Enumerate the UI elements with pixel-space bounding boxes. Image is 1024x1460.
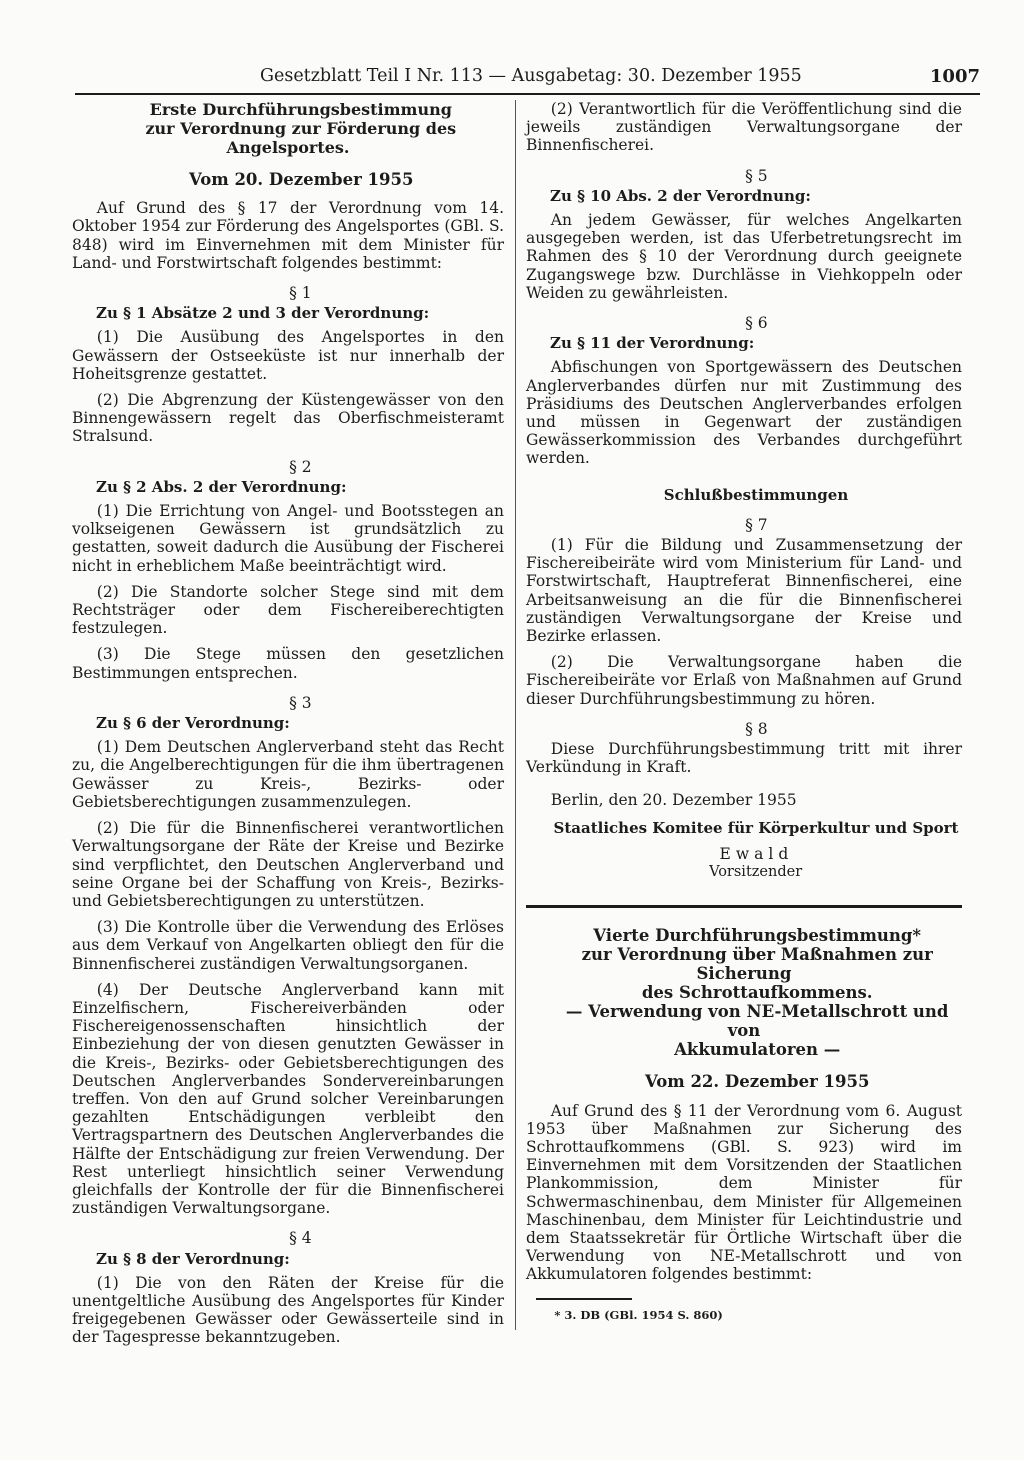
section-separator-rule xyxy=(526,905,962,908)
section-3-heading: Zu § 6 der Verordnung: xyxy=(96,714,290,733)
section-3-para-1: (1) Dem Deutschen Anglerverband steht das Recht zu, die Angelberechtigungen für die ihm übertragenen Gewässer zu Kreis-, Bezirks- oder Gebietsberechtigungen zusammenzulegen. xyxy=(72,738,504,811)
header-text: Gesetzblatt Teil I Nr. 113 — Ausgabetag: 30. Dezember 1955 xyxy=(260,66,802,86)
section-1-para-2: (2) Die Abgrenzung der Küstengewässer von den Binnengewässern regelt das Oberfischmeisteramt Stralsund. xyxy=(72,391,504,446)
section-2-number: § 2 xyxy=(289,457,312,476)
section-6-number: § 6 xyxy=(745,314,768,333)
regulation-title-line1: Erste Durchführungsbestimmung xyxy=(149,100,452,119)
section-3-number: § 3 xyxy=(289,693,312,712)
regulation-title-line2: zur Verordnung zur Förderung des Angelsportes. xyxy=(145,119,457,157)
second-regulation-title-line2: zur Verordnung über Maßnahmen zur Sicherung xyxy=(581,945,933,984)
second-regulation-date: Vom 22. Dezember 1955 xyxy=(644,1072,870,1092)
section-4-para-1: (1) Die von den Räten der Kreise für die unentgeltliche Ausübung des Angelsportes für Kinder freigegebenen Gewässer oder Gewässerteile sind in der Tagespresse bekanntzugeben. xyxy=(72,1273,504,1347)
section-7-para-2: (2) Die Verwaltungsorgane haben die Fischereibeiräte vor Erlaß von Maßnahmen auf Grund dieser Durchführungsbestimmung zu hören. xyxy=(526,653,962,708)
section-8-number: § 8 xyxy=(745,719,768,738)
running-header xyxy=(75,66,980,92)
right-column xyxy=(526,100,962,1324)
second-regulation-preamble: Auf Grund des § 11 der Verordnung vom 6. August 1953 über Maßnahmen zur Sicherung des Schrottaufkommens (GBl. S. 923) wird im Einvernehmen mit dem Vorsitzenden der Staatlichen Plankommission, dem Minister für Schwermaschinenbau, dem Minister für Allgemeinen Maschinenbau, dem Minister für Leichtindustrie und dem Staatssekretär für Örtliche Wirtschaft über die Verwendung von NE-Metallschrott und von Akkumulatoren folgendes bestimmt: xyxy=(526,1101,962,1284)
section-4-number: § 4 xyxy=(289,1229,312,1248)
section-2-para-2: (2) Die Standorte solcher Stege sind mit dem Rechtsträger oder dem Fischereiberechtigten festzulegen. xyxy=(72,582,504,638)
section-3-para-2: (2) Die für die Binnenfischerei verantwortlichen Verwaltungsorgane der Räte der Kreise und Bezirke sind verpflichtet, den Deutschen Anglerverband und seine Organe bei der Schaffung von Kreis-, Bezirks- und Gebietsberechtigungen zu unterstützen. xyxy=(72,819,504,910)
footnote: * 3. DB (GBl. 1954 S. 860) xyxy=(554,1307,723,1322)
second-regulation-title-line1: Vierte Durchführungsbestimmung* xyxy=(593,926,922,946)
signature-place-date: Berlin, den 20. Dezember 1955 xyxy=(550,790,797,809)
section-5-para-1: An jedem Gewässer, für welches Angelkarten ausgegeben werden, ist das Uferbetretungsrecht im Rahmen des § 10 der Verordnung durch geeignete Zugangswege bzw. Durchlässe in Viehkoppeln oder Weiden zu gewährleisten. xyxy=(526,211,962,302)
column-divider xyxy=(515,100,516,1330)
signature-organization: Staatliches Komitee für Körperkultur und Sport xyxy=(553,818,959,837)
second-regulation-subtitle-line2: Akkumulatoren — xyxy=(674,1040,841,1060)
section-1-number: § 1 xyxy=(289,284,312,303)
section-1-heading: Zu § 1 Absätze 2 und 3 der Verordnung: xyxy=(96,304,430,323)
section-6-para-1: Abfischungen von Sportgewässern des Deutschen Anglerverbandes dürfen nur mit Zustimmung des Präsidiums des Deutschen Anglerverbandes erfolgen und müssen in Gegenwart der zuständigen Gewässerkommission des Verbandes durchgeführt werden. xyxy=(526,358,962,468)
left-column xyxy=(72,100,504,1355)
section-5-number: § 5 xyxy=(745,166,768,185)
final-provisions-heading: Schlußbestimmungen xyxy=(663,485,849,504)
section-1-para-1: (1) Die Ausübung des Angelsportes in den Gewässern der Ostseeküste ist nur innerhalb der Hoheitsgrenze gestattet. xyxy=(72,328,504,383)
regulation-date: Vom 20. Dezember 1955 xyxy=(188,170,414,189)
section-8-para-1: Diese Durchführungsbestimmung tritt mit ihrer Verkündung in Kraft. xyxy=(526,740,962,777)
page-number: 1007 xyxy=(929,66,980,87)
signatory-name: Ewald xyxy=(719,844,794,863)
section-4-heading: Zu § 8 der Verordnung: xyxy=(96,1249,290,1268)
section-2-para-3: (3) Die Stege müssen den gesetzlichen Bestimmungen entsprechen. xyxy=(72,645,504,682)
section-6-heading: Zu § 11 der Verordnung: xyxy=(550,334,755,353)
section-2-heading: Zu § 2 Abs. 2 der Verordnung: xyxy=(96,477,347,496)
preamble: Auf Grund des § 17 der Verordnung vom 14. Oktober 1954 zur Förderung des Angelsportes (GBl. S. 848) wird im Einvernehmen mit dem Minister für Land- und Forstwirtschaft folgendes bestimmt: xyxy=(72,199,504,272)
section-4-para-2: (2) Verantwortlich für die Veröffentlichung sind die jeweils zuständigen Verwaltungsorgane der Binnenfischerei. xyxy=(526,100,962,155)
signatory-role: Vorsitzender xyxy=(709,864,803,881)
header-rule xyxy=(75,93,980,95)
section-2-para-1: (1) Die Errichtung von Angel- und Bootsstegen an volkseigenen Gewässern ist grundsätzlich zu gestatten, soweit dadurch die Ausübung der Fischerei nicht in erheblichem Maße beeinträchtigt wird. xyxy=(72,502,504,575)
section-5-heading: Zu § 10 Abs. 2 der Verordnung: xyxy=(550,186,811,205)
second-regulation-subtitle-line1: — Verwendung von NE-Metallschrott und von xyxy=(565,1002,949,1041)
section-7-para-1: (1) Für die Bildung und Zusammensetzung der Fischereibeiräte wird vom Ministerium für Land- und Forstwirtschaft, Hauptreferat Binnenfischerei, eine Arbeitsanweisung an die für die Binnenfischerei zuständigen Verwaltungsorgane der Kreise und Bezirke erlassen. xyxy=(526,536,962,646)
section-7-number: § 7 xyxy=(745,515,768,534)
footnote-rule xyxy=(536,1298,632,1300)
section-3-para-4: (4) Der Deutsche Anglerverband kann mit Einzelfischern, Fischereiverbänden oder Fischereigenossenschaften hinsichtlich der Einbeziehung der von diesen genutzten Gewässer in die Kreis-, Bezirks- oder Gebietsberechtigungen des Deutschen Anglerverbandes Sondervereinbarungen treffen. Von den auf Grund solcher Vereinbarungen gezahlten Entschädigungen verbleibt den Vertragspartnern des Deutschen Anglerverbandes die Hälfte der Entschädigung zur freien Verwendung. Der Rest unterliegt hinsichtlich seiner Verwendung gleichfalls der Kontrolle der für die Binnenfischerei zuständigen Verwaltungsorgane. xyxy=(72,980,504,1218)
section-3-para-3: (3) Die Kontrolle über die Verwendung des Erlöses aus dem Verkauf von Angelkarten obliegt den für die Binnenfischerei zuständigen Verwaltungsorganen. xyxy=(72,918,504,973)
second-regulation-title-line3: des Schrottaufkommens. xyxy=(641,983,873,1003)
